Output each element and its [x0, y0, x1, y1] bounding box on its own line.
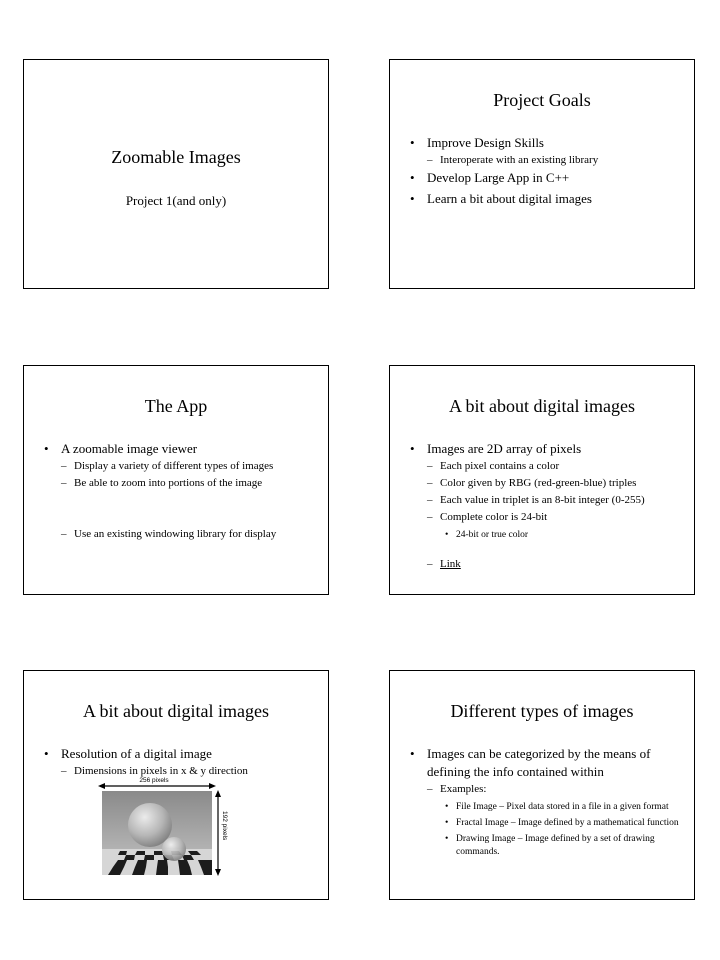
bullet-marker: • [410, 135, 415, 150]
bullet-marker: • [44, 441, 49, 456]
bullet-list [41, 440, 320, 543]
sub-bullet-item: – Dimensions in pixels in x & y direction [41, 763, 320, 780]
dash-marker: – [61, 477, 67, 489]
slide-subtitle: Project 1(and only) [125, 193, 227, 208]
slide-heading: The App [144, 396, 208, 416]
bullet-marker: • [410, 441, 415, 456]
slide-the-app [23, 365, 329, 595]
dash-marker: – [61, 528, 67, 540]
small-sphere [162, 837, 186, 861]
bullet-marker: • [410, 191, 415, 206]
dash-marker: – [61, 460, 67, 472]
sub-bullet-item: – Be able to zoom into portions of the image [41, 475, 320, 492]
slide-heading: Project Goals [493, 90, 591, 110]
bullet-item: • Resolution of a digital image [44, 746, 212, 761]
dash-marker: – [427, 460, 433, 472]
sub-sub-bullet-item: • File Image – Pixel data stored in a file in a given format [445, 802, 669, 812]
bullet-item: • Improve Design Skills [410, 135, 544, 150]
sub-bullet-item: – Each pixel contains a color [407, 458, 686, 475]
sub-bullet-item: – Each value in triplet is an 8-bit integer (0-255) [407, 492, 686, 509]
slide-image-types [389, 670, 695, 900]
sub-bullet-item: – Use an existing windowing library for display [41, 526, 320, 543]
resolution-figure [94, 775, 254, 879]
bullet-marker: • [445, 802, 449, 812]
sub-bullet-item: – Display a variety of different types of images [41, 458, 320, 475]
sub-bullet-item [407, 556, 686, 573]
bullet-item: • Images can be categorized by the means of defining the info contained within [410, 746, 651, 779]
bullet-marker: • [410, 746, 415, 761]
sub-bullet-item: – Interoperate with an existing library [407, 152, 686, 169]
bullet-item: • Learn a bit about digital images [410, 191, 592, 206]
dash-marker: – [61, 765, 67, 777]
bullet-marker: • [410, 170, 415, 185]
bullet-list [407, 745, 686, 860]
bullet-list [407, 134, 686, 208]
link[interactable]: Link [440, 558, 461, 570]
bullet-marker: • [445, 834, 449, 844]
sub-sub-bullet-item: • 24-bit or true color [445, 530, 529, 540]
bullet-marker: • [445, 818, 449, 828]
bullet-item: • A zoomable image viewer [44, 441, 198, 456]
bullet-marker: • [44, 746, 49, 761]
height-label: 192 pixels [221, 811, 228, 841]
width-label: 256 pixels [139, 777, 169, 784]
slide-heading: Different types of images [450, 701, 634, 721]
bullet-list [407, 440, 686, 573]
sub-bullet-item: – Examples: [407, 781, 686, 798]
checkerboard-floor [102, 849, 212, 875]
bullet-marker: • [445, 530, 449, 540]
sub-sub-bullet-item: • Drawing Image – Image defined by a set of drawing commands. [445, 834, 655, 857]
dash-marker: – [427, 477, 433, 489]
sub-bullet-item: – Complete color is 24-bit [407, 509, 686, 526]
slide-digital-images [389, 365, 695, 595]
dash-marker: – [427, 511, 433, 523]
dash-marker: – [427, 558, 433, 570]
bullet-item: • Develop Large App in C++ [410, 170, 570, 185]
dash-marker: – [427, 783, 433, 795]
sub-sub-bullet-item: • Fractal Image – Image defined by a mathematical function [445, 818, 679, 828]
large-sphere [128, 803, 172, 847]
slide-title-heading: Zoomable Images [111, 147, 241, 167]
bullet-item: • Images are 2D array of pixels [410, 441, 582, 456]
slide-heading: A bit about digital images [83, 701, 269, 721]
slide-resolution [23, 670, 329, 900]
sub-bullet-item: – Color given by RBG (red-green-blue) triples [407, 475, 686, 492]
slide-title [23, 59, 329, 289]
dash-marker: – [427, 494, 433, 506]
dash-marker: – [427, 154, 433, 166]
slide-project-goals [389, 59, 695, 289]
slide-heading: A bit about digital images [449, 396, 635, 416]
